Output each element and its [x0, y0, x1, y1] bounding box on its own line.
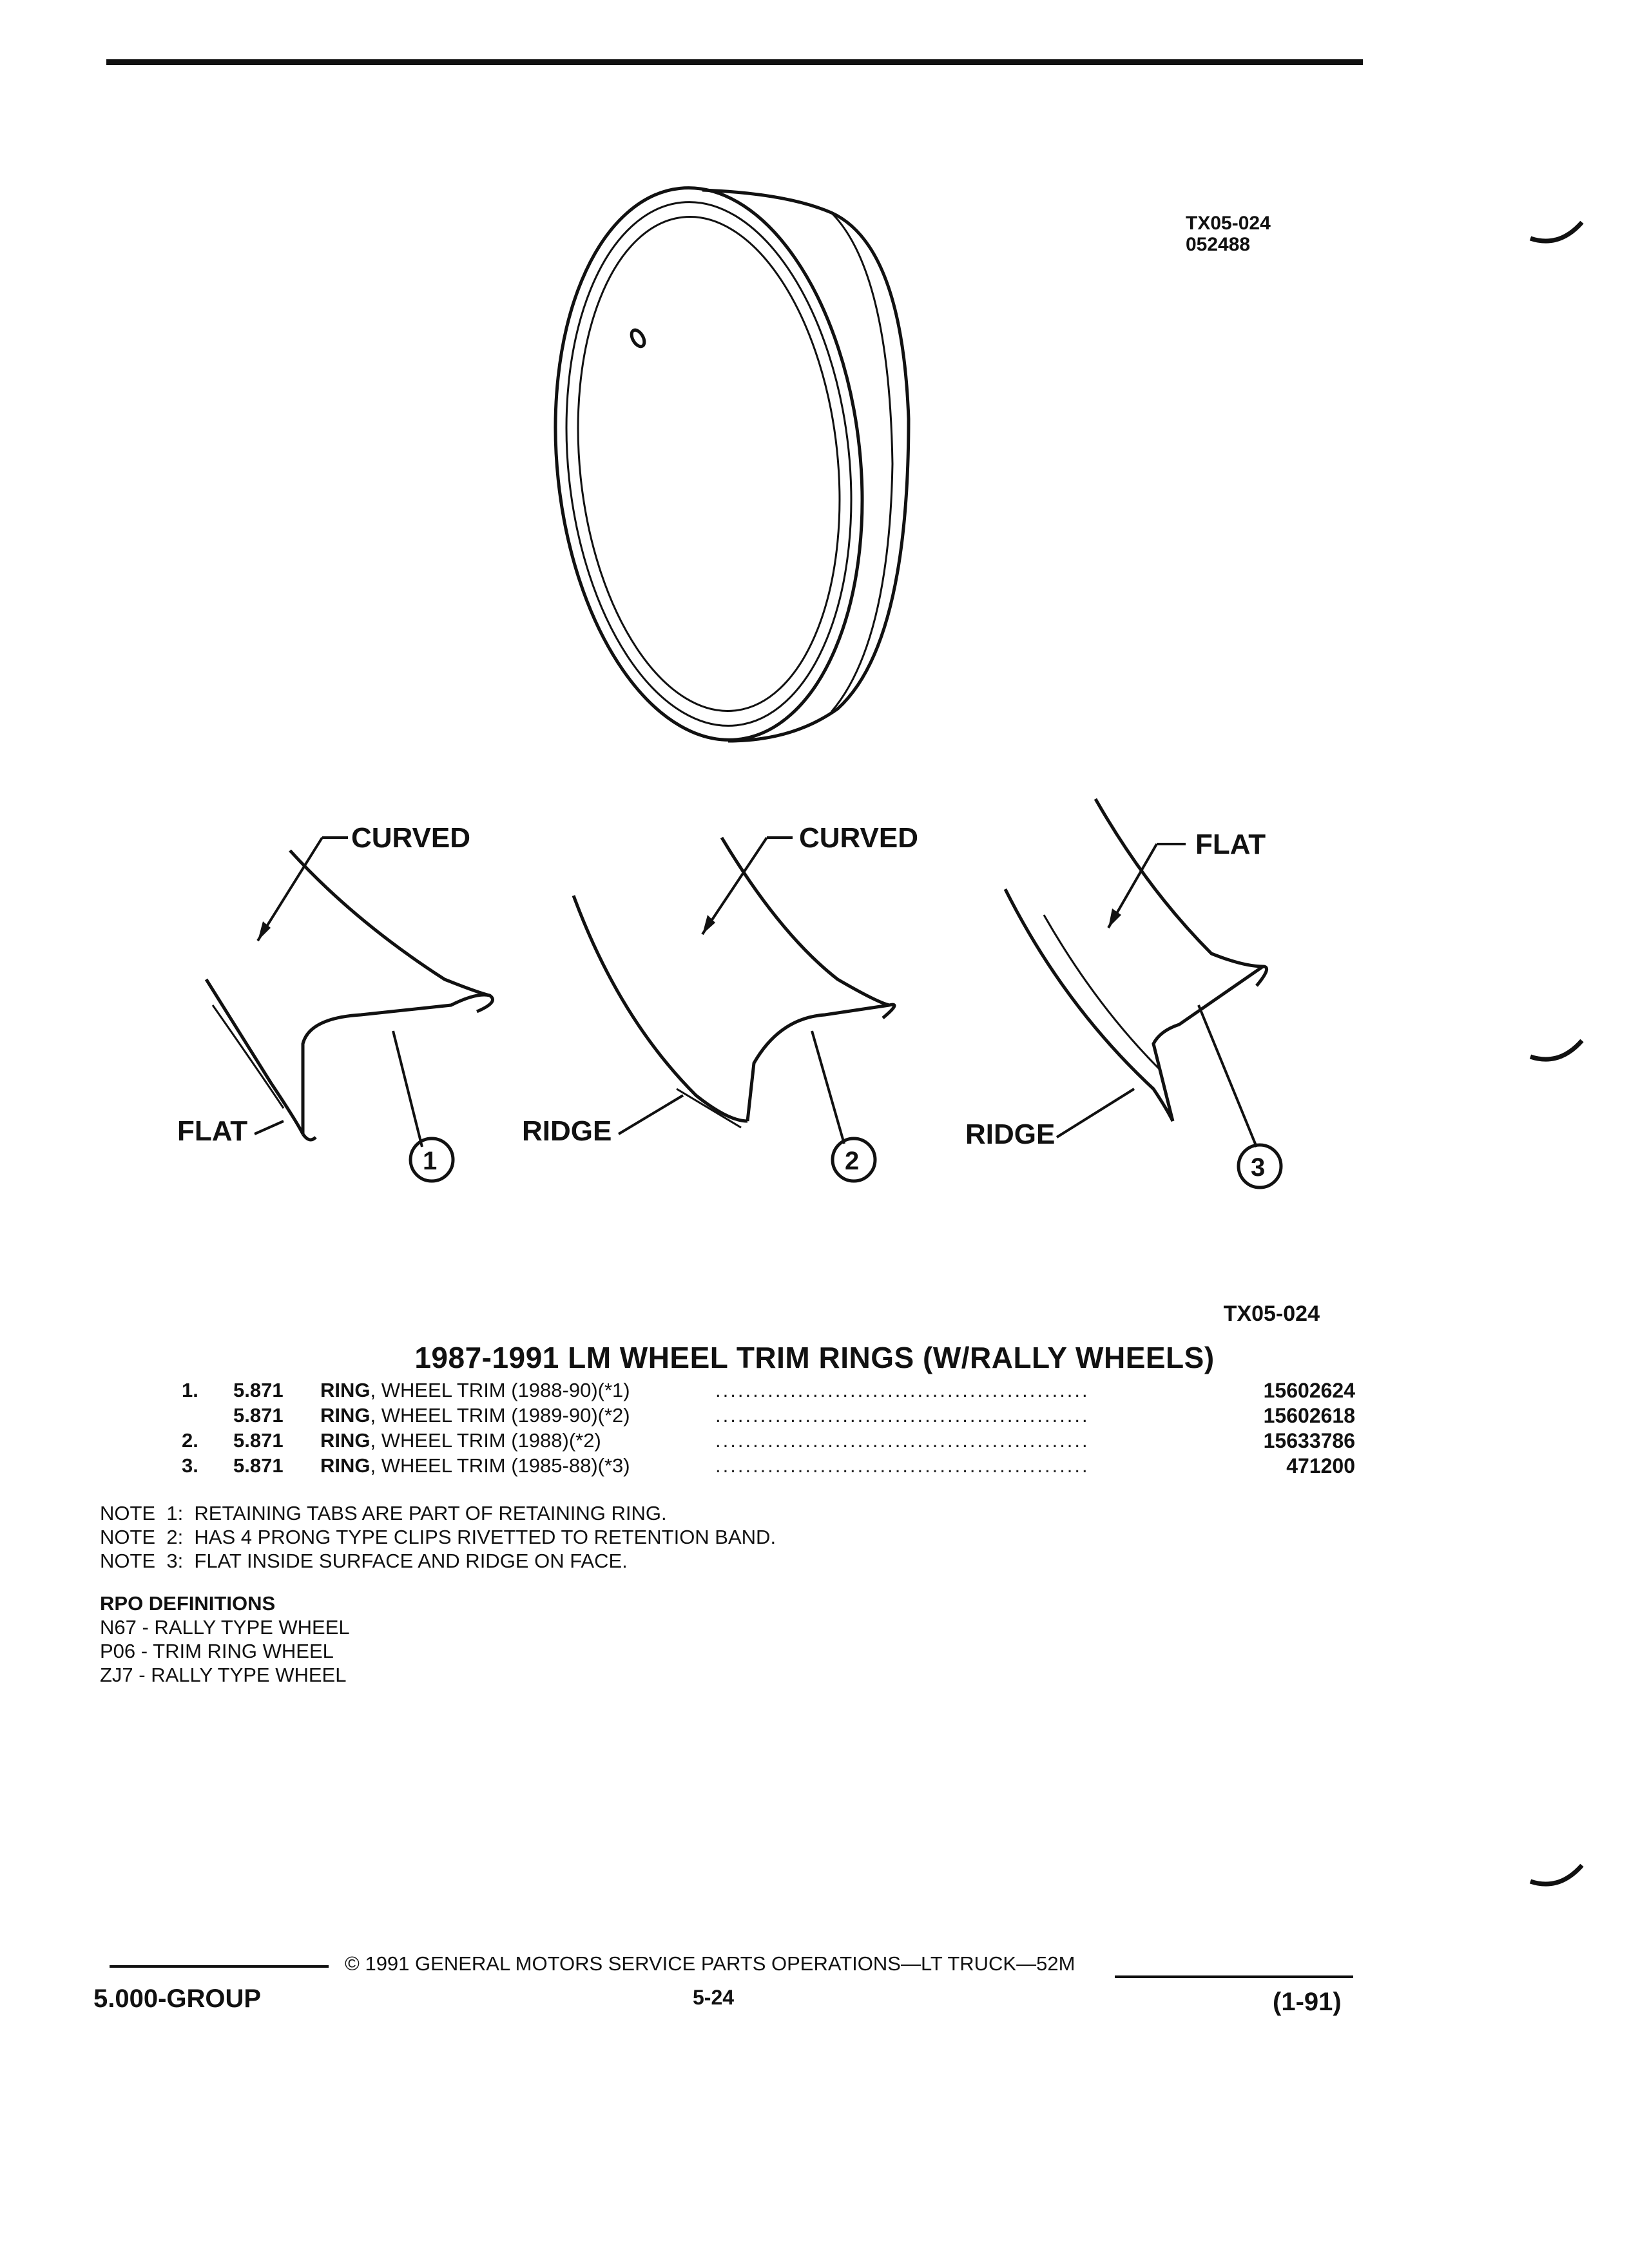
rpo-item: N67 - RALLY TYPE WHEEL: [100, 1616, 350, 1639]
ring-section-2: [574, 838, 894, 1128]
part-item-no: 2.: [182, 1429, 198, 1452]
part-name: RING, WHEEL TRIM (1988-90)(*1): [320, 1379, 630, 1401]
group-label: 5.000-GROUP: [93, 1984, 262, 2013]
item-3-leader: [1199, 1005, 1257, 1147]
margin-tick-mark: [1530, 222, 1582, 241]
copyright-line: © 1991 GENERAL MOTORS SERVICE PARTS OPERATIONS—LT TRUCK—52M: [345, 1952, 1075, 1975]
parts-row: [0, 1404, 1629, 1429]
ring-section-1: [206, 850, 493, 1140]
part-number: 15602624: [1263, 1379, 1355, 1402]
note-line: NOTE 2: HAS 4 PRONG TYPE CLIPS RIVETTED TO RETENTION BAND.: [100, 1526, 776, 1548]
part-code: 5.871: [233, 1454, 284, 1477]
margin-tick-mark: [1530, 1041, 1582, 1059]
note-line: NOTE 3: FLAT INSIDE SURFACE AND RIDGE ON FACE.: [100, 1550, 628, 1572]
part-name: RING, WHEEL TRIM (1988)(*2): [320, 1429, 601, 1452]
part-item-no: 1.: [182, 1379, 198, 1401]
callout-curved-1: CURVED: [351, 822, 471, 854]
rpo-heading: RPO DEFINITIONS: [100, 1592, 276, 1615]
callout-flat-1: FLAT: [177, 1115, 248, 1147]
part-number: 15602618: [1263, 1404, 1355, 1427]
leader-dots: ..................................................: [715, 1379, 1090, 1401]
rpo-item: ZJ7 - RALLY TYPE WHEEL: [100, 1664, 347, 1686]
page-number: 5-24: [693, 1986, 735, 2009]
illustration-date-text: 052488: [1186, 234, 1251, 255]
leader-dots: ..................................................: [715, 1404, 1090, 1427]
illustration-code-text: TX05-024: [1186, 213, 1271, 234]
section-title: 1987-1991 LM WHEEL TRIM RINGS (W/RALLY WHEELS): [414, 1341, 1215, 1374]
callout-curved-2: CURVED: [799, 822, 919, 854]
rpo-item: P06 - TRIM RING WHEEL: [100, 1640, 334, 1662]
notes-block: [100, 1501, 776, 1573]
illustration-code-bottom: TX05-024: [1223, 1302, 1320, 1326]
item-2-leader: [812, 1031, 844, 1144]
parts-list: [0, 1379, 1629, 1479]
item-3-number: 3: [1251, 1153, 1266, 1182]
parts-row: [0, 1379, 1629, 1404]
callout-ridge-3: RIDGE: [965, 1119, 1055, 1150]
parts-row: [0, 1429, 1629, 1454]
part-name: RING, WHEEL TRIM (1989-90)(*2): [320, 1404, 630, 1427]
part-name: RING, WHEEL TRIM (1985-88)(*3): [320, 1454, 630, 1477]
revision-date: (1-91): [1273, 1988, 1342, 2016]
callout-flat-3: FLAT: [1195, 829, 1266, 860]
note-line: NOTE 1: RETAINING TABS ARE PART OF RETAINING RING.: [100, 1502, 667, 1524]
rpo-definitions: [100, 1591, 350, 1687]
part-code: 5.871: [233, 1404, 284, 1427]
part-number: 471200: [1286, 1454, 1355, 1477]
parts-row: [0, 1454, 1629, 1479]
part-item-no: 3.: [182, 1454, 198, 1477]
part-number: 15633786: [1263, 1429, 1355, 1452]
leader-dots: ..................................................: [715, 1429, 1090, 1452]
item-1-leader: [393, 1031, 422, 1147]
item-1-number: 1: [423, 1147, 438, 1175]
trim-ring-drawing: [529, 173, 909, 755]
leader-dots: ..................................................: [715, 1454, 1090, 1477]
footer-rule-right: [1115, 1975, 1353, 1978]
callout-ridge-2: RIDGE: [522, 1115, 612, 1147]
part-code: 5.871: [233, 1379, 284, 1401]
item-2-number: 2: [845, 1147, 860, 1175]
margin-tick-mark: [1530, 1865, 1582, 1884]
part-code: 5.871: [233, 1429, 284, 1452]
footer-rule-left: [110, 1965, 329, 1968]
